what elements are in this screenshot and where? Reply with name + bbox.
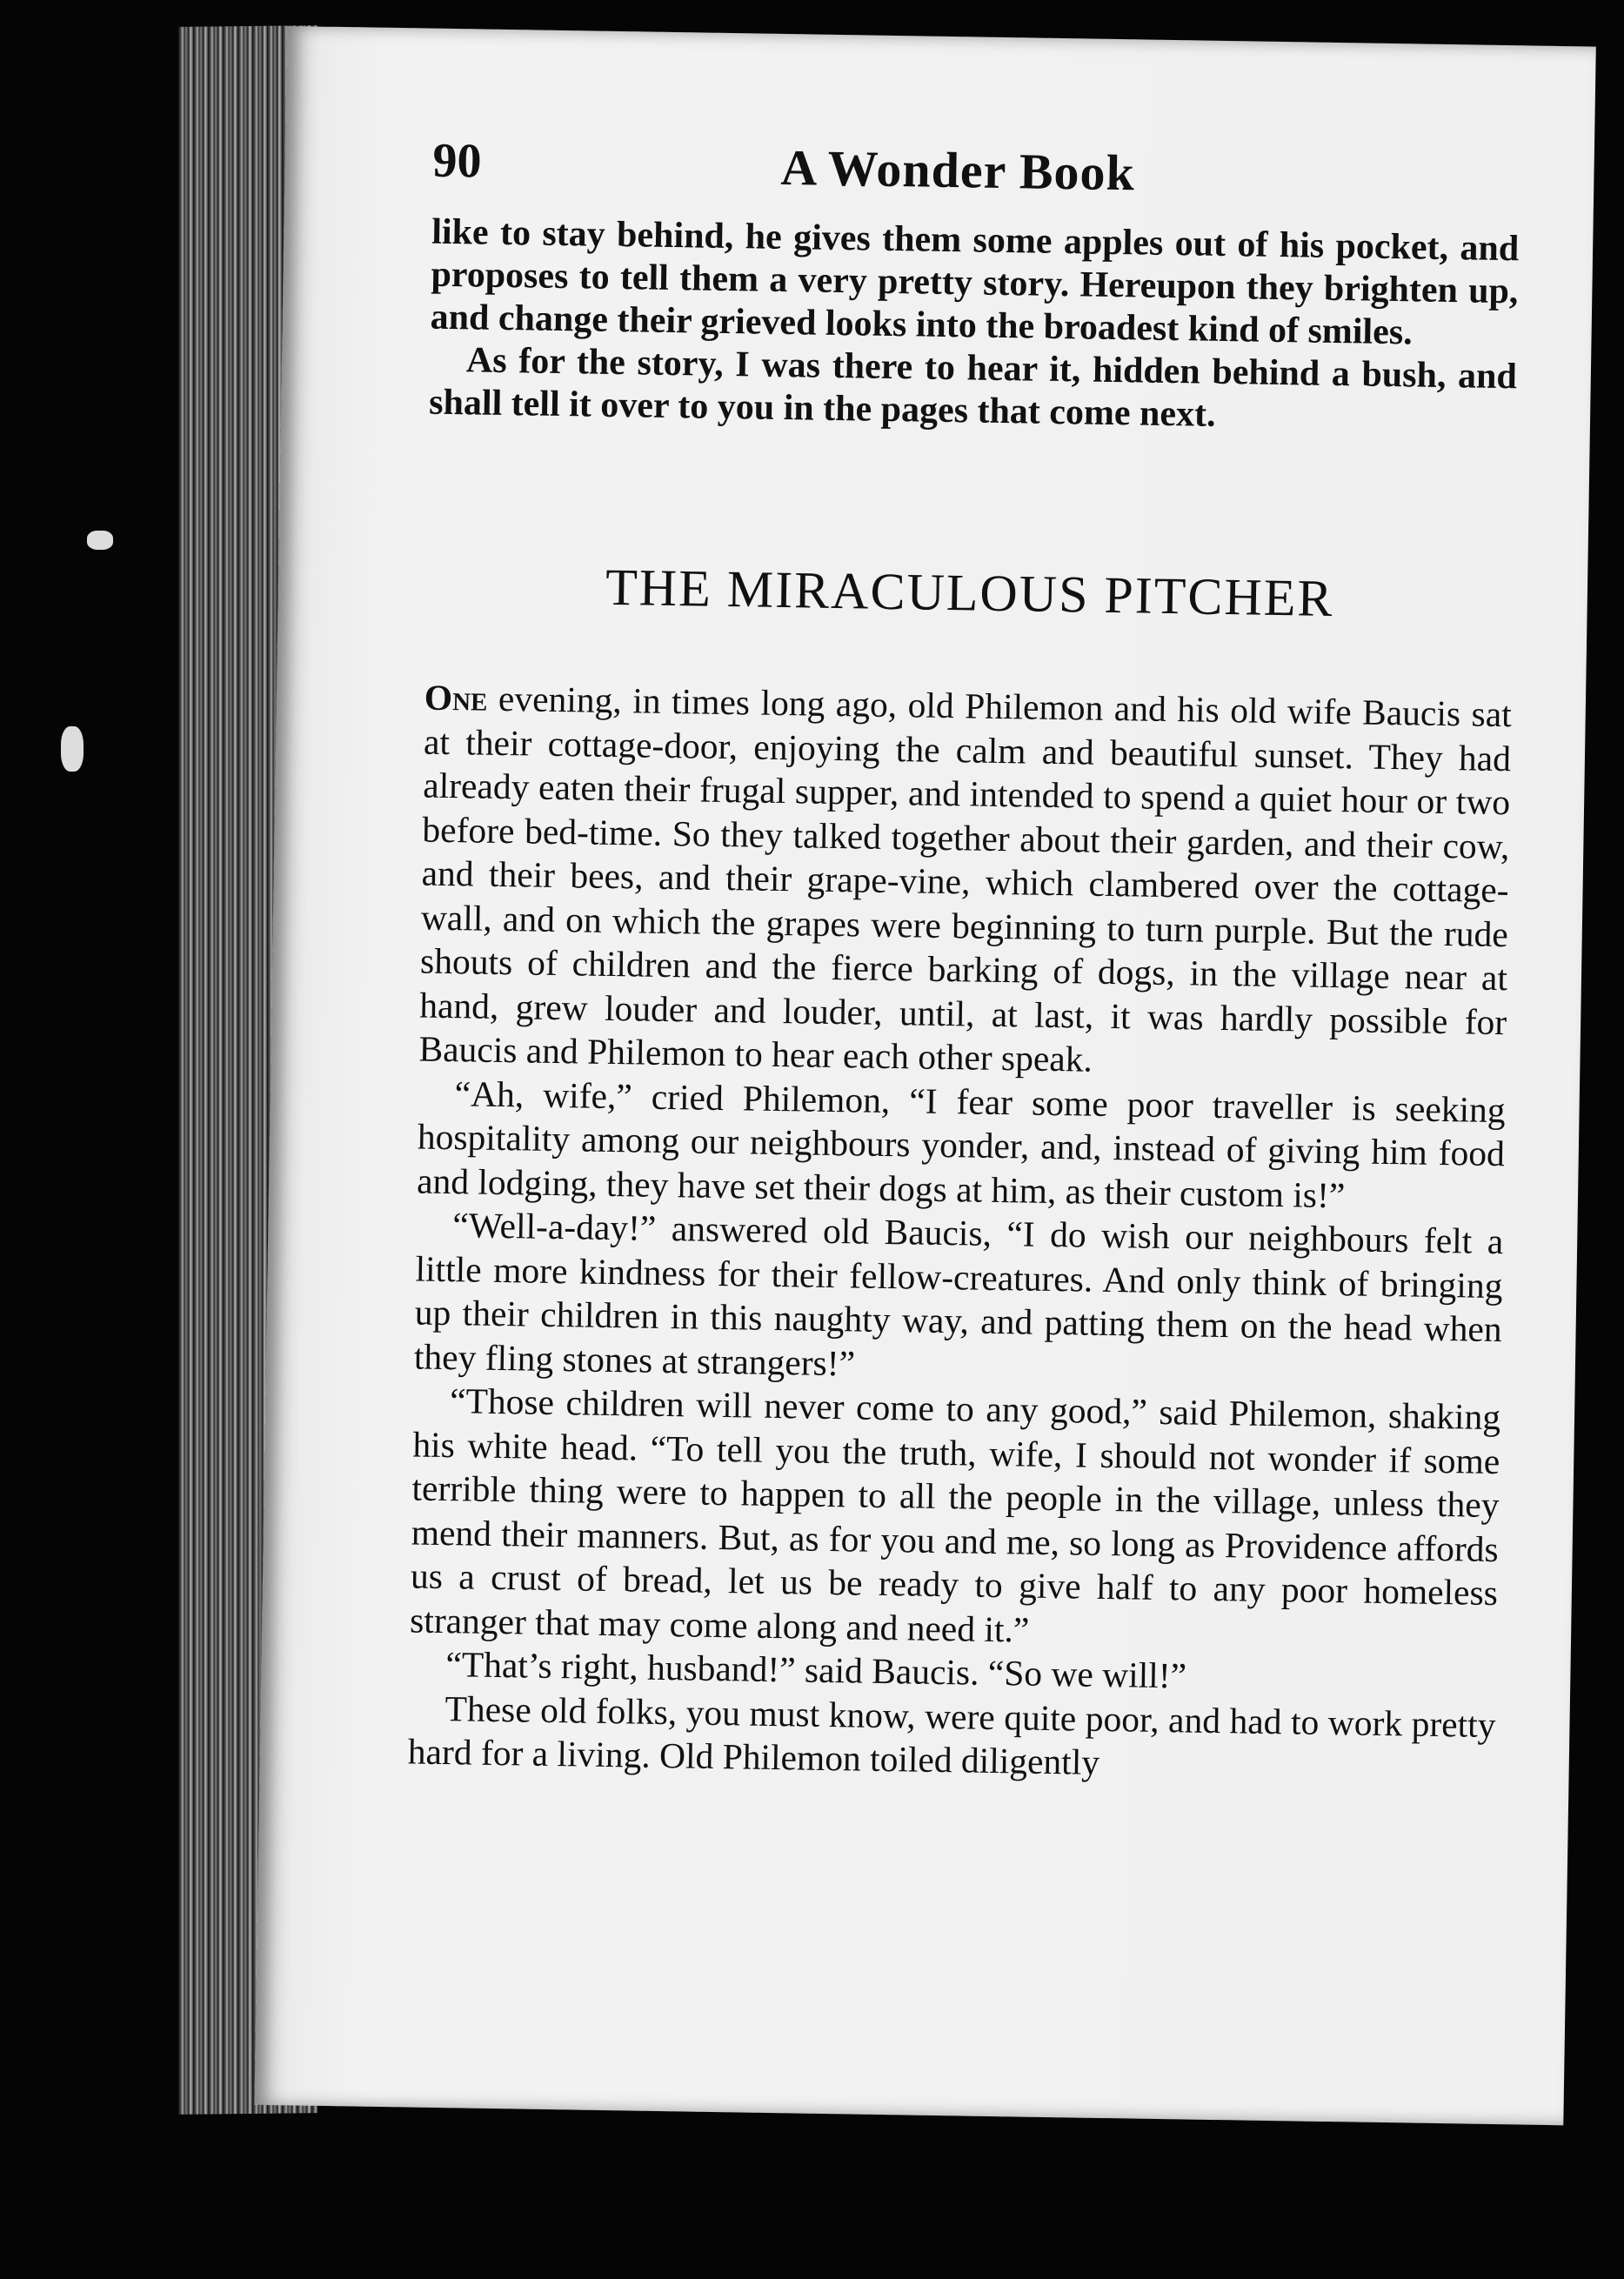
story-paragraph: These old folks, you must know, were quite poor, and had to work pretty hard for a living. Old Philemon toiled diligently (407, 1688, 1496, 1782)
story-paragraph (418, 676, 1512, 1088)
story-paragraph: “That’s right, husband!” said Baucis. “So we will!” (445, 1644, 1187, 1696)
scan-artifact-mark (87, 531, 113, 550)
opening-paragraph-text: evening, in times long ago, old Philemon and his old wife Baucis sat at their cottage-door, enjoying the calm and beautiful sunset. They had already eaten their frugal supper, and intended to spend a quiet hour or two before bed-time. So they talked together about their garden, and their cow, and their bees, and their grape-vine, which clambered over the cottage-wall, and on which the grapes were beginning to turn purple. But the rude shouts of children and the fierce barking of dogs, in the village near at hand, grew louder and louder, until, at last, it was hardly possible for Baucis and Philemon to hear each other speak. (418, 678, 1513, 1079)
story-paragraph: “Well-a-day!” answered old Baucis, “I do wish our neighbours felt a little more kindness for their fellow-creatures. And only think of bringing up their children in this naughty way, and patting them on the head when they fling stones at strangers!” (413, 1205, 1504, 1383)
story-section (407, 555, 1514, 1791)
intro-paragraph: like to stay behind, he gives them some apples out of his pocket, and proposes to tell them a very pretty story. Hereupon they brighten up, and change their grieved looks into the broadest kind of smiles. (430, 211, 1520, 353)
intro-paragraph: As for the story, I was there to hear it, hidden behind a bush, and shall tell it over to you in the pages that come next. (428, 340, 1518, 435)
opening-word: One (424, 677, 488, 718)
intro-section (429, 211, 1520, 442)
book-page (254, 26, 1595, 2125)
story-title: THE MIRACULOUS PITCHER (605, 558, 1335, 627)
page-number: 90 (432, 133, 483, 189)
story-paragraph: “Ah, wife,” cried Philemon, “I fear some poor traveller is seeking hospitality among our neighbours yonder, and, instead of giving him food and lodging, they have set their dogs at him, as their custom is!” (416, 1073, 1506, 1215)
book-title: A Wonder Book (780, 138, 1136, 202)
scan-artifact-mark (61, 726, 84, 772)
running-head (432, 133, 1520, 220)
story-paragraph: “Those children will never come to any good,” said Philemon, shaking his white head. “To tell you the truth, wife, I should not wonder if some terrible thing were to happen to all the people in the village, unless they mend their manners. But, as for you and me, so long as Providence affords us a crust of bread, let us be ready to give half to any poor homeless stranger that may come along and need it.” (409, 1380, 1501, 1650)
page-content (407, 133, 1520, 1791)
